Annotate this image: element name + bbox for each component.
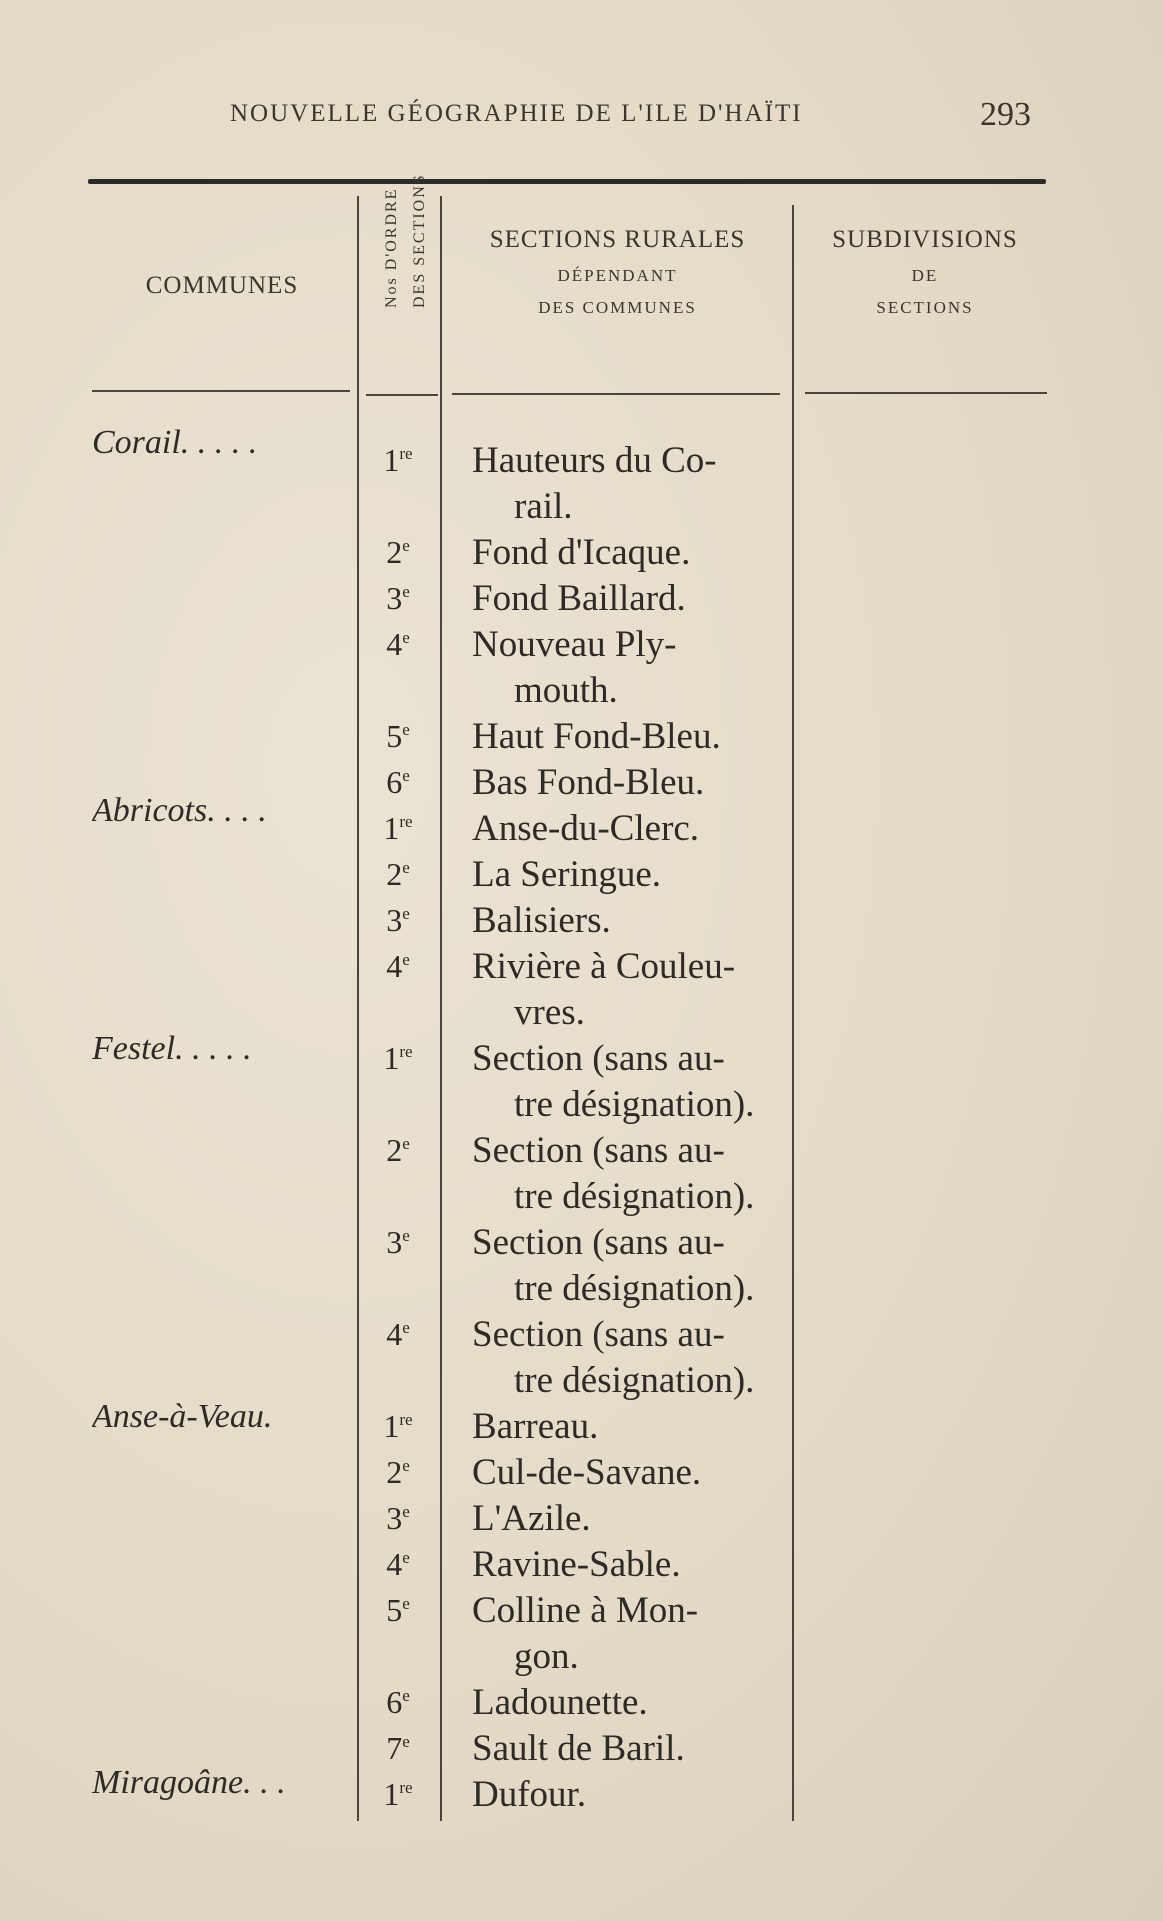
header-subdivisions-title: SUBDIVISIONS	[832, 226, 1018, 253]
header-subdivisions-sub2: SECTIONS	[876, 298, 974, 317]
running-title: NOUVELLE GÉOGRAPHIE DE L'ILE D'HAÏTI	[230, 100, 803, 127]
section-name	[472, 1128, 792, 1220]
section-name	[472, 576, 792, 622]
column-divider-3	[792, 205, 794, 1821]
sections-header-rule	[452, 393, 780, 395]
header-sections-rurales	[445, 226, 790, 318]
section-number: 3e	[386, 902, 410, 938]
section-number: 1re	[383, 810, 413, 846]
section-number: 4e	[386, 1546, 410, 1582]
section-number: 1re	[383, 1776, 413, 1812]
header-sections-title: SECTIONS RURALES	[489, 226, 746, 253]
section-name-line: Anse-du-Clerc.	[472, 808, 700, 849]
header-numbers-line2: DES SECTIONS	[411, 173, 428, 308]
section-name	[472, 1772, 792, 1818]
section-number: 3e	[386, 1224, 410, 1260]
section-name-continuation: tre désignation).	[514, 1360, 755, 1401]
communes-header-rule	[92, 390, 350, 392]
commune-name: Anse-à-Veau.	[92, 1398, 273, 1435]
section-name-line: Hauteurs du Co-	[472, 440, 717, 481]
commune-name: Abricots. . . .	[92, 792, 267, 829]
page-number: 293	[980, 96, 1031, 133]
section-name	[472, 1496, 792, 1542]
section-name-line: Section (sans au-	[472, 1130, 725, 1171]
section-name-continuation: vres.	[514, 992, 585, 1033]
header-numbers-line1: Nos D'ORDRE	[383, 187, 400, 308]
header-communes: COMMUNES	[145, 272, 299, 299]
section-name-line: Cul-de-Savane.	[472, 1452, 702, 1493]
header-subdivisions-sub1: DE	[911, 266, 939, 285]
top-rule	[88, 179, 1046, 184]
section-name-continuation: mouth.	[514, 670, 618, 711]
section-number: 4e	[386, 626, 410, 662]
section-name	[472, 1220, 792, 1312]
section-name-continuation: gon.	[514, 1636, 579, 1677]
header-section-numbers	[378, 173, 434, 308]
section-name-line: Section (sans au-	[472, 1222, 725, 1263]
section-name-continuation: rail.	[514, 486, 573, 527]
section-name-line: Nouveau Ply-	[472, 624, 677, 665]
section-name	[472, 1036, 792, 1128]
column-divider-1	[357, 196, 359, 1821]
section-name-line: Haut Fond-Bleu.	[472, 716, 721, 757]
section-name	[472, 714, 792, 760]
header-sections-sub1: DÉPENDANT	[557, 266, 678, 285]
section-name	[472, 852, 792, 898]
section-number: 2e	[386, 1132, 410, 1168]
section-name	[472, 806, 792, 852]
commune-name: Festel. . . . .	[92, 1030, 252, 1067]
section-name	[472, 944, 792, 1036]
section-name-line: L'Azile.	[472, 1498, 591, 1539]
section-number: 5e	[386, 1592, 410, 1628]
section-name-line: Section (sans au-	[472, 1038, 725, 1079]
section-name-line: Ravine-Sable.	[472, 1544, 681, 1585]
section-number: 6e	[386, 1684, 410, 1720]
section-number: 1re	[383, 1040, 413, 1076]
header-subdivisions	[800, 226, 1050, 318]
section-number: 2e	[386, 1454, 410, 1490]
section-name-continuation: tre désignation).	[514, 1268, 755, 1309]
section-number: 6e	[386, 764, 410, 800]
section-name	[472, 438, 792, 530]
section-number: 2e	[386, 534, 410, 570]
section-name	[472, 1680, 792, 1726]
section-number: 4e	[386, 948, 410, 984]
section-name	[472, 1726, 792, 1772]
section-number: 3e	[386, 580, 410, 616]
subdivisions-header-rule	[805, 392, 1047, 394]
section-name-line: Ladounette.	[472, 1682, 648, 1723]
section-number: 5e	[386, 718, 410, 754]
section-number: 3e	[386, 1500, 410, 1536]
section-number: 1re	[383, 1408, 413, 1444]
section-name	[472, 760, 792, 806]
section-name-line: Bas Fond-Bleu.	[472, 762, 705, 803]
section-name-line: Fond d'Icaque.	[472, 532, 691, 573]
section-name-line: Sault de Baril.	[472, 1728, 685, 1769]
section-name-continuation: tre désignation).	[514, 1084, 755, 1125]
section-number: 1re	[383, 442, 413, 478]
section-number: 2e	[386, 856, 410, 892]
section-name-line: Rivière à Couleu-	[472, 946, 736, 987]
section-name-line: Section (sans au-	[472, 1314, 725, 1355]
numbers-header-rule	[366, 394, 438, 396]
section-name	[472, 530, 792, 576]
section-name	[472, 1542, 792, 1588]
section-name-line: Balisiers.	[472, 900, 611, 941]
column-divider-2	[440, 196, 442, 1821]
section-number: 4e	[386, 1316, 410, 1352]
header-sections-sub2: DES COMMUNES	[538, 298, 697, 317]
commune-name: Corail. . . . .	[92, 424, 258, 461]
section-name	[472, 1588, 792, 1680]
section-name-line: Dufour.	[472, 1774, 587, 1815]
commune-name: Miragoâne. . .	[92, 1764, 286, 1801]
section-name	[472, 1450, 792, 1496]
section-name-line: Barreau.	[472, 1406, 599, 1447]
section-name	[472, 898, 792, 944]
section-name-line: Fond Baillard.	[472, 578, 686, 619]
section-number: 7e	[386, 1730, 410, 1766]
section-name-line: Colline à Mon-	[472, 1590, 699, 1631]
section-name-continuation: tre désignation).	[514, 1176, 755, 1217]
section-name	[472, 1404, 792, 1450]
section-name	[472, 1312, 792, 1404]
section-name	[472, 622, 792, 714]
section-name-line: La Seringue.	[472, 854, 662, 895]
